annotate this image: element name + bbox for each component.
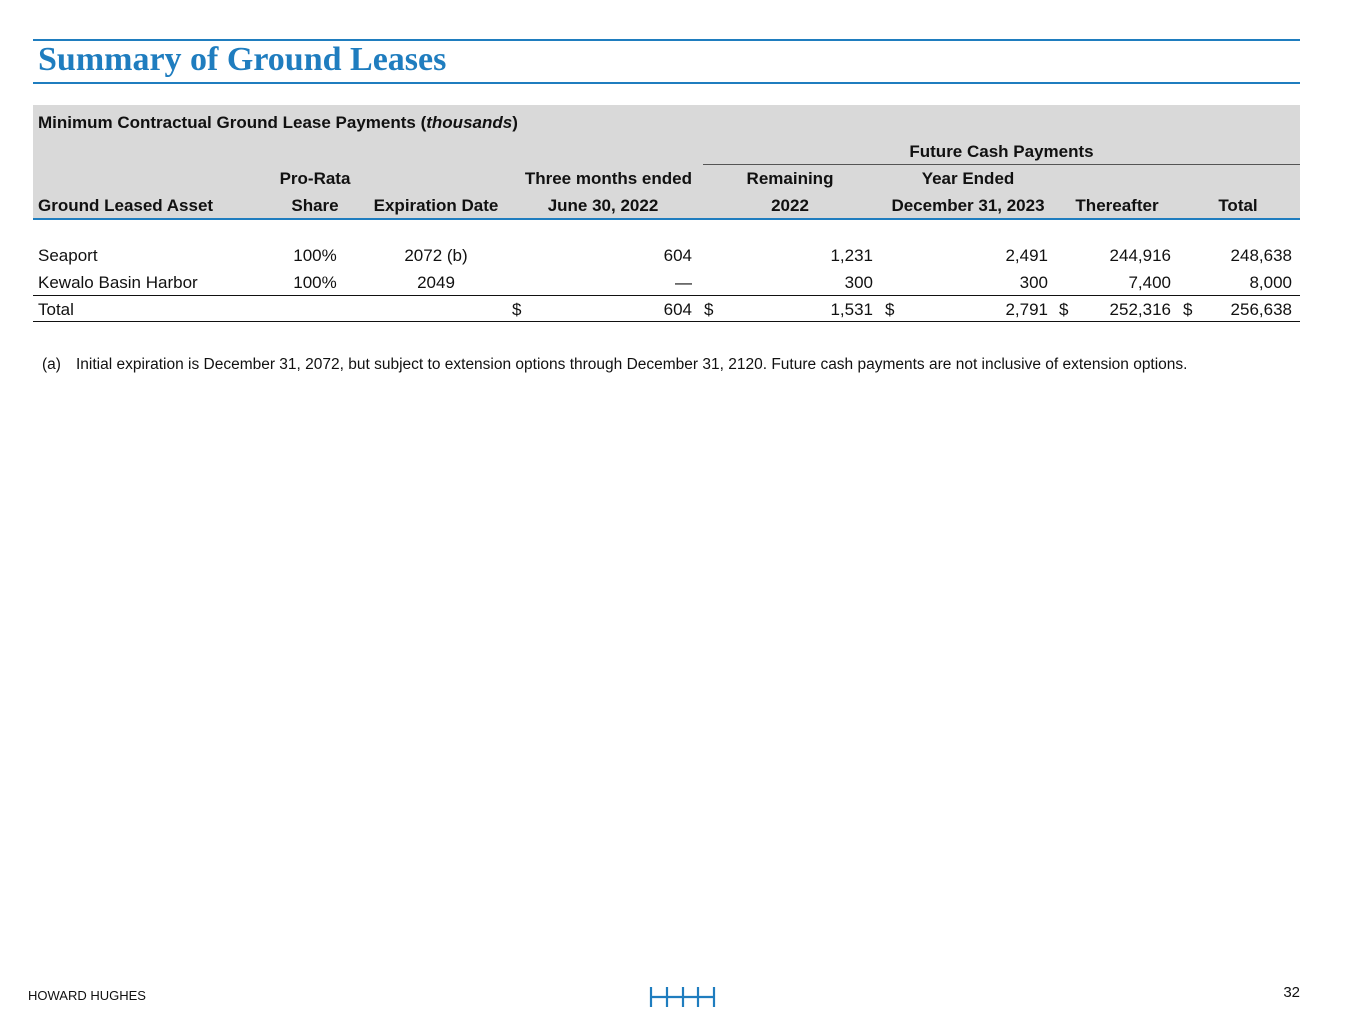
header-total: Total: [1218, 196, 1258, 215]
header-three-months-line1: Three months ended: [524, 169, 692, 188]
header-year-ended-line1: Year Ended: [921, 169, 1015, 188]
header-asset: Ground Leased Asset: [38, 196, 214, 215]
row-year-2023: 300: [1019, 273, 1048, 292]
page-number: 32: [1283, 984, 1300, 1001]
total-thereafter: 252,316: [1109, 300, 1171, 319]
row-year-2023: 2,491: [1005, 246, 1048, 265]
header-share-line2: Share: [291, 196, 339, 215]
header-remaining-line2: 2022: [771, 196, 809, 215]
currency-symbol: $: [512, 300, 522, 319]
row-thereafter: 7,400: [1128, 273, 1171, 292]
table-caption: Minimum Contractual Ground Lease Payments (thousands): [38, 113, 518, 132]
row-share: 100%: [293, 273, 337, 292]
future-cash-payments-header: Future Cash Payments: [909, 142, 1094, 161]
header-remaining-line1: Remaining: [746, 169, 834, 188]
header-year-ended-line2: December 31, 2023: [891, 196, 1045, 215]
row-remaining: 300: [844, 273, 873, 292]
row-expiration: 2049: [417, 273, 455, 292]
row-expiration: 2072 (b): [404, 246, 468, 265]
total-grand: 256,638: [1230, 300, 1292, 319]
page-title: Summary of Ground Leases: [38, 41, 447, 78]
row-total: 248,638: [1230, 246, 1292, 265]
company-name: HOWARD HUGHES: [28, 988, 146, 1003]
future-cash-payments-rule: [703, 164, 1300, 165]
total-three-months: 604: [663, 300, 692, 319]
row-remaining: 1,231: [830, 246, 873, 265]
howard-hughes-logo-icon: [649, 985, 717, 1014]
currency-symbol: $: [1059, 300, 1069, 319]
row-asset: Kewalo Basin Harbor: [38, 273, 198, 292]
total-remaining: 1,531: [830, 300, 873, 319]
row-total: 8,000: [1249, 273, 1292, 292]
row-share: 100%: [293, 246, 337, 265]
header-share-line1: Pro-Rata: [279, 169, 351, 188]
total-top-rule: [33, 295, 1300, 296]
title-bar: [33, 39, 1300, 84]
currency-symbol: $: [1183, 300, 1193, 319]
header-thereafter: Thereafter: [1075, 196, 1159, 215]
row-three-months: —: [675, 273, 692, 292]
total-year-2023: 2,791: [1005, 300, 1048, 319]
total-bottom-rule: [33, 321, 1300, 322]
footnote-marker: (a): [42, 356, 61, 373]
currency-symbol: $: [885, 300, 895, 319]
row-asset: Seaport: [38, 246, 98, 265]
header-three-months-line2: June 30, 2022: [547, 196, 659, 215]
row-thereafter: 244,916: [1109, 246, 1171, 265]
row-three-months: 604: [663, 246, 692, 265]
total-label: Total: [38, 300, 74, 319]
footnote-text: Initial expiration is December 31, 2072, but subject to extension options through December 31, 2120. Future cash payments are not inclusive of extension options.: [76, 356, 1188, 373]
header-expiration: Expiration Date: [373, 196, 499, 215]
currency-symbol: $: [704, 300, 714, 319]
